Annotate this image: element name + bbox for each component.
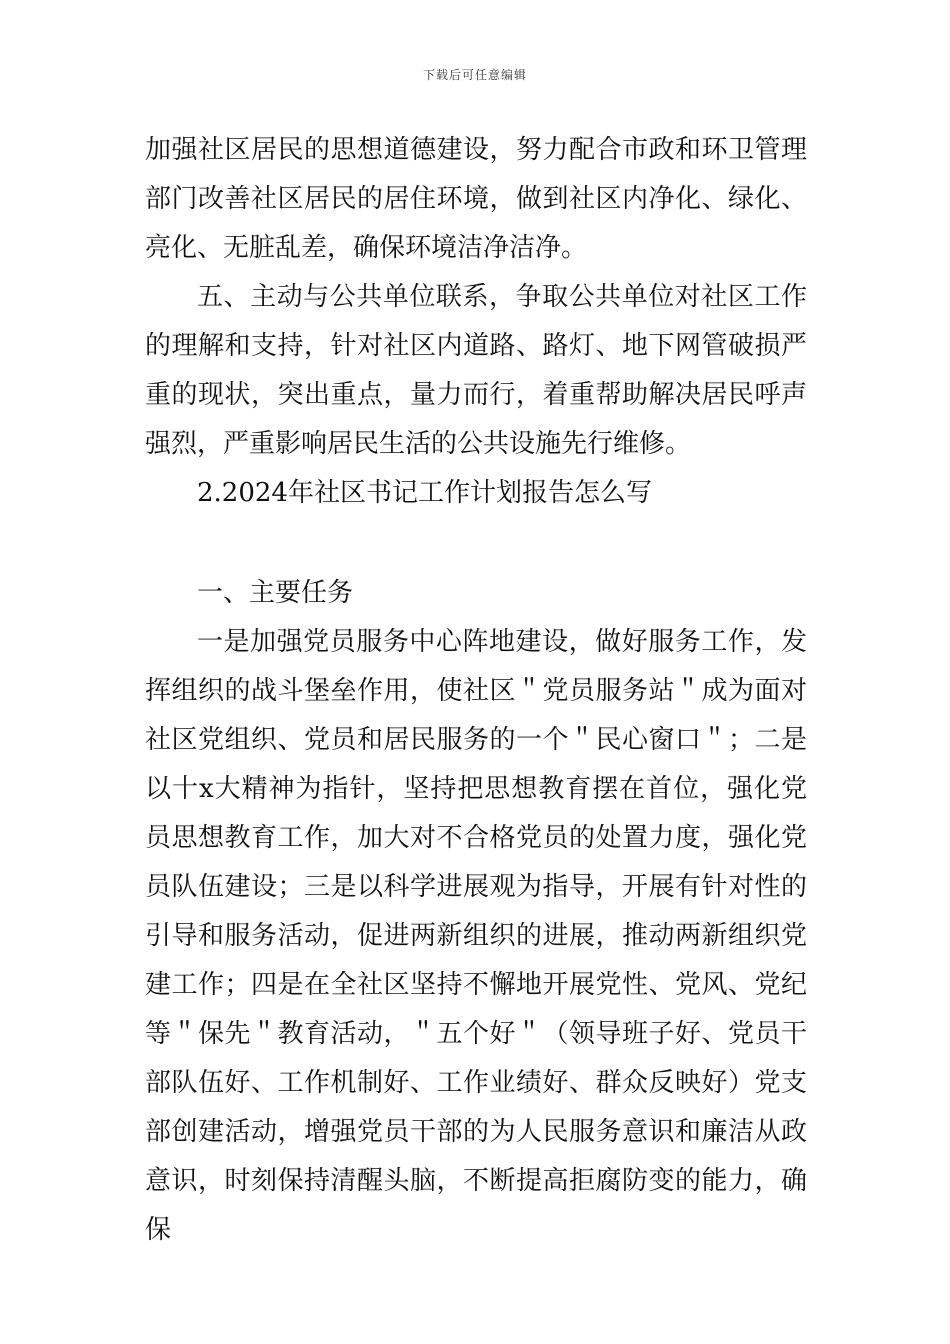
- subsection-heading: 一、主要任务: [197, 578, 354, 608]
- paragraph-environment: 加强社区居民的思想道德建设，努力配合市政和环卫管理部门改善社区居民的居住环境，做到社区内净化、绿化、亮化、无脏乱差，确保环境洁净洁净。: [145, 135, 807, 263]
- header-note: 下载后可任意编辑: [422, 68, 527, 82]
- blank-space: [145, 518, 807, 569]
- paragraph-main-tasks: 一是加强党员服务中心阵地建设，做好服务工作，发挥组织的战斗堡垒作用，使社区＂党员服务站＂成为面对社区党组织、党员和居民服务的一个＂民心窗口＂；二是以十x大精神为指针，坚持把思想教育摆在首位，强化党员思想教育工作，加大对不合格党员的处置力度，强化党员队伍建设；三是以科学进展观为指导，开展有针对性的引导和服务活动，促进两新组织的进展，推动两新组织党建工作；四是在全社区坚持不懈地开展党性、党风、党纪等＂保先＂教育活动，＂五个好＂（领导班子好、党员干部队伍好、工作机制好、工作业绩好、群众反映好）党支部创建活动，增强党员干部的为人民服务意识和廉洁从政意识，时刻保持清醒头脑，不断提高拒腐防变的能力，确保: [145, 627, 807, 1245]
- document-body: [145, 126, 807, 1255]
- paragraph-public-units: 五、主动与公共单位联系，争取公共单位对社区工作的理解和支持，针对社区内道路、路灯、地下网管破损严重的现状，突出重点，量力而行，着重帮助解决居民呼声强烈，严重影响居民生活的公共设施先行维修。: [145, 282, 807, 459]
- section-heading: 2.2024年社区书记工作计划报告怎么写: [197, 478, 652, 508]
